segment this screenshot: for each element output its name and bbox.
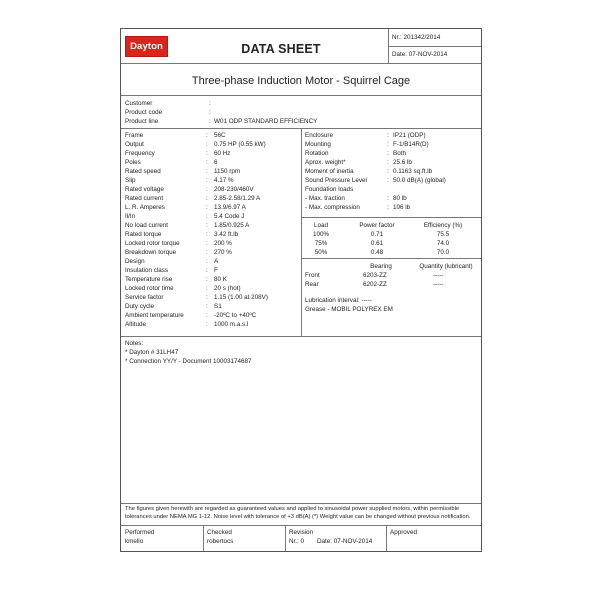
spec-value: F-1/B14R(D) xyxy=(393,141,429,148)
spec-value: 13.9/6.97 A xyxy=(214,204,246,211)
spec-label: - Max. traction xyxy=(305,195,345,202)
spec-label: L. R. Amperes xyxy=(125,204,165,211)
spec-label: Locked rotor time xyxy=(125,285,174,292)
spec-separator: : xyxy=(206,177,208,184)
spec-value: 5.4 Code J xyxy=(214,213,245,220)
revision-label: Revision xyxy=(289,529,314,536)
spec-separator: : xyxy=(387,195,389,202)
quantity-header: Quantity (lubricant) xyxy=(419,263,473,270)
spec-separator: : xyxy=(206,285,208,292)
spec-value: 106 lb xyxy=(393,204,411,211)
spec-separator: : xyxy=(206,150,208,157)
spec-separator: : xyxy=(206,249,208,256)
spec-label: Slip xyxy=(125,177,136,184)
document-date: Date: 07-NOV-2014 xyxy=(392,51,448,58)
spec-label: Temperature rise xyxy=(125,276,173,283)
footer-divider xyxy=(386,525,387,551)
disclaimer-line: The figures given herewith are regarded as guaranteed values and applied to sinusoidal power supplied motors, within permissible xyxy=(125,506,460,512)
spec-label: Ambient temperature xyxy=(125,312,184,319)
disclaimer-line: tolerances under NEMA MG 1-12. Noise level with tolerance of +3 dB(A) (*) Weight value can be changed without previous notification. xyxy=(125,514,471,520)
load-table-cell: 75% xyxy=(314,240,328,247)
spec-value: A xyxy=(214,258,219,265)
spec-value: 0.1163 sq.ft.lb xyxy=(393,168,433,175)
spec-value: 0.75 HP (0.55 kW) xyxy=(214,141,266,148)
note-item: * Connection YY/Y - Document 10003174687 xyxy=(125,358,252,365)
customer-separator: : xyxy=(209,100,211,107)
spec-value: 56C xyxy=(214,132,226,139)
spec-separator: : xyxy=(387,159,389,166)
footer-divider xyxy=(285,525,286,551)
spec-separator: : xyxy=(206,213,208,220)
section-divider xyxy=(301,258,481,259)
approved-label: Approved xyxy=(390,529,417,536)
section-divider xyxy=(121,503,481,504)
spec-separator: : xyxy=(206,195,208,202)
load-table-cell: 0.61 xyxy=(370,240,384,247)
spec-label: Enclosure xyxy=(305,132,334,139)
revision-number: Nr.: 0 xyxy=(289,538,305,545)
spec-value: 25.6 lb xyxy=(393,159,412,166)
spec-label: Breakdown torque xyxy=(125,249,177,256)
customer-value: W01 ODP STANDARD EFFICIENCY xyxy=(214,118,318,125)
spec-value: 208-230/460V xyxy=(214,186,254,193)
spec-separator: : xyxy=(387,204,389,211)
data-sheet xyxy=(120,28,482,552)
spec-value: F xyxy=(214,267,218,274)
spec-label: Output xyxy=(125,141,144,148)
spec-label: Rated speed xyxy=(125,168,161,175)
spec-label: Duty cycle xyxy=(125,303,155,310)
bearing-model: 6203-ZZ xyxy=(363,272,387,279)
spec-separator: : xyxy=(206,321,208,328)
spec-value: 1.85/0.925 A xyxy=(214,222,250,229)
spec-label: Service factor xyxy=(125,294,164,301)
customer-separator: : xyxy=(209,118,211,125)
spec-label: Mounting xyxy=(305,141,331,148)
section-divider xyxy=(121,63,481,64)
spec-label: Frame xyxy=(125,132,144,139)
spec-separator: : xyxy=(206,258,208,265)
spec-value: 1000 m.a.s.l xyxy=(214,321,249,328)
load-table-cell: 100% xyxy=(312,231,330,238)
spec-separator: : xyxy=(206,204,208,211)
load-table-header: Load xyxy=(313,222,328,229)
spec-separator: : xyxy=(206,159,208,166)
spec-value: S1 xyxy=(214,303,222,310)
spec-label: Moment of inertia xyxy=(305,168,354,175)
spec-value: Both xyxy=(393,150,406,157)
spec-separator: : xyxy=(206,186,208,193)
spec-separator: : xyxy=(206,231,208,238)
checked-label: Checked xyxy=(207,529,232,536)
performed-value: kmello xyxy=(125,538,144,545)
spec-value: 200 % xyxy=(214,240,232,247)
spec-value: -20ºC to +40ºC xyxy=(214,312,257,319)
page-title: DATA SHEET xyxy=(241,42,321,56)
spec-label: Rated current xyxy=(125,195,164,202)
motor-type-title: Three-phase Induction Motor - Squirrel Cage xyxy=(191,75,411,87)
spec-value: 6 xyxy=(214,159,218,166)
load-table-cell: 74.0 xyxy=(436,240,450,247)
section-divider xyxy=(121,95,481,96)
load-table-cell: 0.71 xyxy=(370,231,384,238)
spec-label: Rotation xyxy=(305,150,329,157)
spec-value: 1150 rpm xyxy=(214,168,241,175)
load-table-cell: 0.48 xyxy=(370,249,384,256)
document-number: Nr.: 201342/2014 xyxy=(392,34,441,41)
customer-label: Customer xyxy=(125,100,153,107)
customer-separator: : xyxy=(209,109,211,116)
spec-label: Altitude xyxy=(125,321,147,328)
spec-value: 80 K xyxy=(214,276,227,283)
spec-label: Insulation class xyxy=(125,267,169,274)
spec-label: Foundation loads xyxy=(305,186,354,193)
spec-label: Design xyxy=(125,258,145,265)
spec-label: Locked rotor torque xyxy=(125,240,180,247)
spec-separator: : xyxy=(387,150,389,157)
spec-separator: : xyxy=(206,168,208,175)
header-divider xyxy=(388,46,481,47)
spec-separator: : xyxy=(206,267,208,274)
spec-value: 270 % xyxy=(214,249,232,256)
revision-date: Date: 07-NOV-2014 xyxy=(317,538,373,545)
spec-separator: : xyxy=(206,294,208,301)
customer-label: Product line xyxy=(125,118,159,125)
spec-label: Il/In xyxy=(125,213,136,220)
spec-separator: : xyxy=(387,177,389,184)
spec-value: 1.15 (1.00 at 208V) xyxy=(214,294,268,301)
spec-separator: : xyxy=(387,132,389,139)
load-table-header: Power factor xyxy=(359,222,395,229)
spec-label: Rated voltage xyxy=(125,186,164,193)
spec-separator: : xyxy=(206,222,208,229)
checked-value: robertocs xyxy=(207,538,234,545)
load-table-cell: 75.5 xyxy=(436,231,450,238)
spec-value: 20 s (hot) xyxy=(214,285,241,292)
spec-label: - Max. compression xyxy=(305,204,360,211)
dayton-logo: Dayton xyxy=(125,36,168,57)
section-divider xyxy=(301,217,481,218)
spec-label: Rated torque xyxy=(125,231,162,238)
spec-separator: : xyxy=(206,141,208,148)
lubrication-interval: Lubrication interval: ----- xyxy=(305,297,372,304)
spec-separator: : xyxy=(206,312,208,319)
section-divider xyxy=(121,336,481,337)
section-divider xyxy=(121,525,481,526)
load-table-cell: 70.0 xyxy=(436,249,450,256)
spec-label: Poles xyxy=(125,159,141,166)
spec-value: 80 lb xyxy=(393,195,407,202)
spec-label: Frequency xyxy=(125,150,155,157)
spec-separator: : xyxy=(387,168,389,175)
spec-separator: : xyxy=(206,303,208,310)
load-table-header: Efficiency (%) xyxy=(423,222,463,229)
customer-label: Product code xyxy=(125,109,163,116)
bearing-model: 6202-ZZ xyxy=(363,281,387,288)
footer-divider xyxy=(203,525,204,551)
performed-label: Performed xyxy=(125,529,155,536)
spec-separator: : xyxy=(206,276,208,283)
spec-value: 60 Hz xyxy=(214,150,231,157)
spec-value: IP21 (ODP) xyxy=(393,132,426,139)
spec-separator: : xyxy=(206,132,208,139)
bearing-quantity: ----- xyxy=(433,281,444,288)
spec-value: 50.0 dB(A) (global) xyxy=(393,177,446,184)
spec-value: 2.85-2.58/1.29 A xyxy=(214,195,261,202)
spec-value: 4.17 % xyxy=(214,177,234,184)
bearing-position: Front xyxy=(305,272,320,279)
spec-label: Aprox. weight* xyxy=(305,159,346,166)
bearing-position: Rear xyxy=(305,281,319,288)
spec-separator: : xyxy=(387,141,389,148)
bearing-header: Bearing xyxy=(370,263,392,270)
load-table-cell: 50% xyxy=(314,249,328,256)
notes-title: Notes: xyxy=(125,340,144,347)
note-item: * Dayton # 31LH47 xyxy=(125,349,179,356)
bearing-quantity: ----- xyxy=(433,272,444,279)
spec-label: No load current xyxy=(125,222,169,229)
spec-separator: : xyxy=(206,240,208,247)
grease-type: Grease - MOBIL POLYREX EM xyxy=(305,306,393,313)
spec-label: Sound Pressure Level xyxy=(305,177,367,184)
spec-value: 3.42 ft.lb xyxy=(214,231,239,238)
